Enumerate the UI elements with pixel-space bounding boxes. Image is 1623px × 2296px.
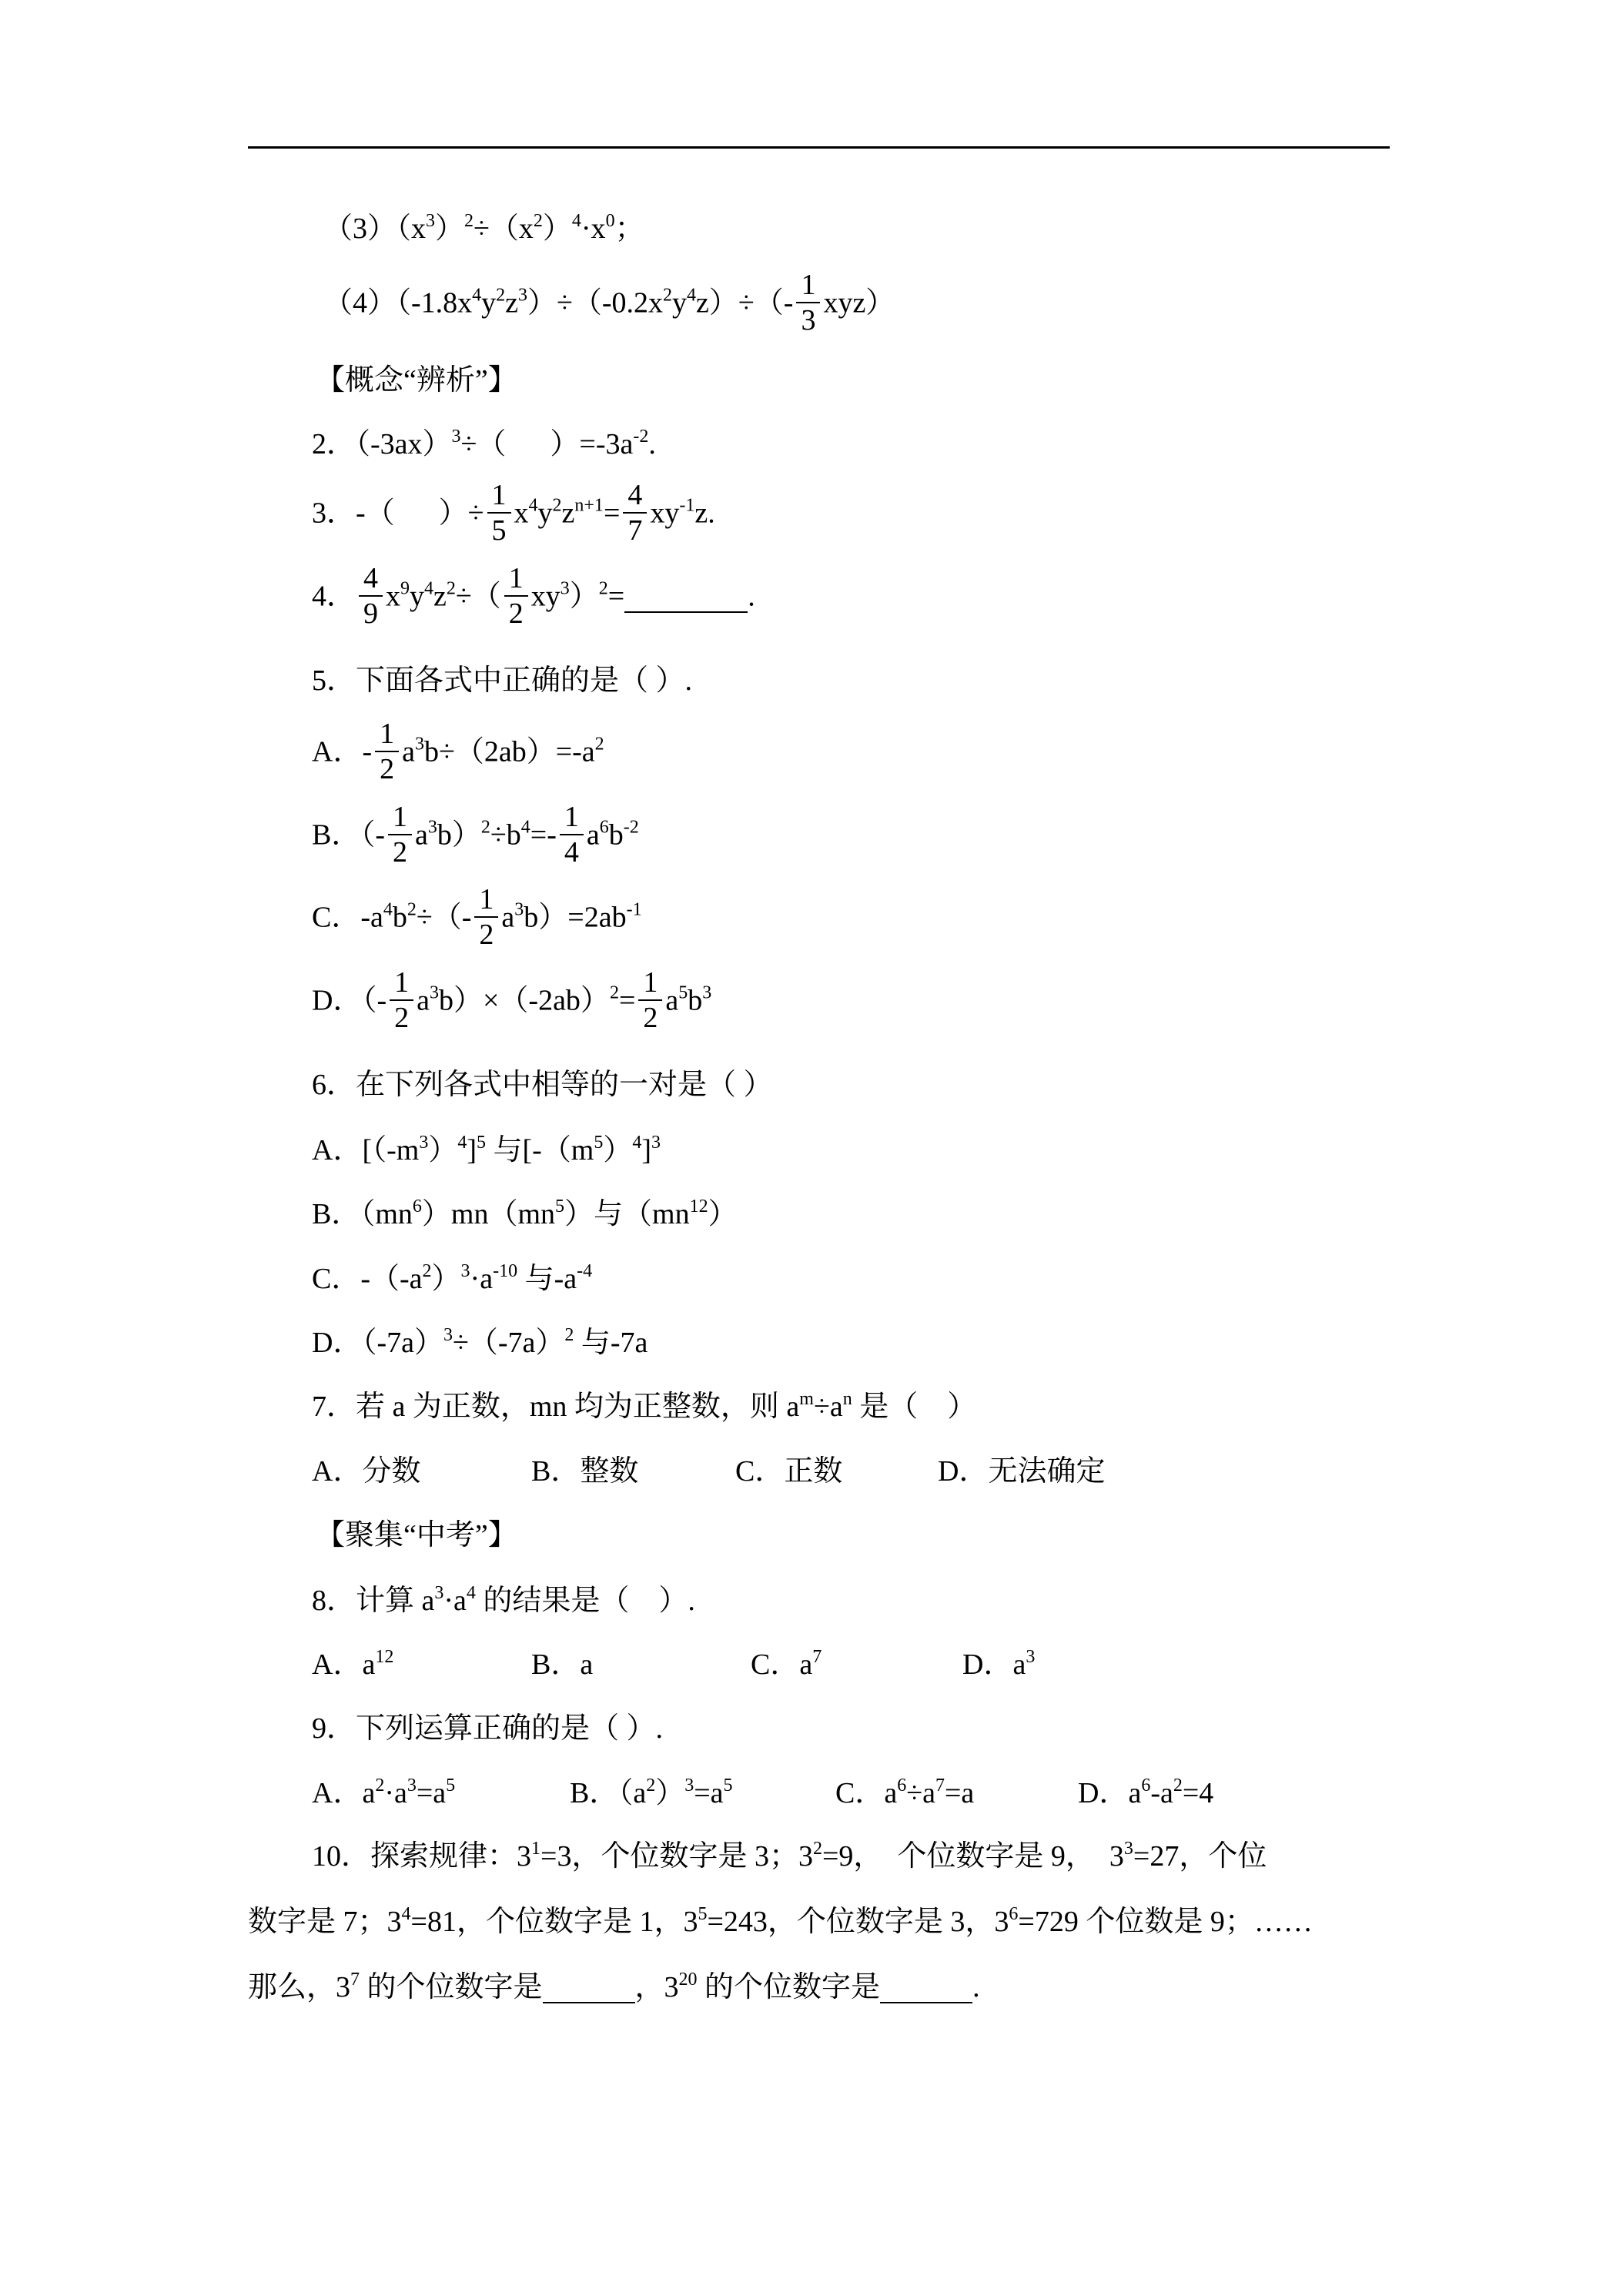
fraction: $\frac{1}{2}$ [375, 717, 399, 786]
section-title-concept: 【概念“辨析”】 [316, 364, 517, 397]
question-7-option-a[interactable]: A．分数 [312, 1455, 421, 1488]
fraction: $\frac{1}{4}$ [560, 800, 584, 869]
question-5-option-b: B．（- $\frac{1}{2}$ $a^3b)^2\div b^4=-$ $\frac{1}{4}$ $a^6b^{-2}$ [312, 801, 639, 869]
question-9-option-a[interactable]: A．$a^2\cdot a^3=a^5$ [312, 1776, 456, 1809]
question-10-line-2: 数字是 7；$3^4=81$，个位数字是 1，$3^5=243$，个位数字是 3，$3^6=729$ 个位数是 9；…… [248, 1904, 1313, 1938]
question-5-option-d: D．（- $\frac{1}{2}$ $a^3b)\times(-2ab)^2=$ $\frac{1}{2}$ $a^5b^3$ [312, 966, 712, 1034]
question-8-option-c[interactable]: C．$a^7$ [751, 1647, 822, 1681]
answer-blank-3-pow-20[interactable] [880, 1973, 972, 2003]
question-7-option-c[interactable]: C．正数 [735, 1455, 843, 1488]
question-6-option-c: C．$-(-a^2)^3\cdot a^{-10}$ 与$-a^{-4}$ [312, 1261, 593, 1295]
question-9-stem: 9．下列运算正确的是（ ）. [312, 1712, 664, 1745]
question-3: 3．-（ ）÷ $\frac{1}{5}$ $x^4y^2z^{n+1}=$ $\frac{4}{7}$ $xy^{-1}z$. [312, 479, 715, 547]
fraction: $\frac{1}{3}$ [796, 268, 820, 337]
problem-4: $(4)(-1.8x^4y^2z^3)\div(-0.2x^2y^4z)\div(-$ $\frac{1}{3}$ xyz） [323, 269, 895, 336]
fraction: $\frac{1}{2}$ [390, 966, 413, 1035]
question-9-option-b[interactable]: B．$(a^2)^3=a^5$ [570, 1776, 733, 1809]
question-5-option-c: C．$-a^4b^2\div(-$ $\frac{1}{2}$ $a^3b)=2ab^{-1}$ [312, 883, 642, 951]
question-8-option-a[interactable]: A．$a^{12}$ [312, 1647, 394, 1681]
question-7-option-b[interactable]: B．整数 [531, 1455, 639, 1488]
header-rule [248, 146, 1390, 149]
fraction: $\frac{1}{2}$ [504, 561, 528, 631]
question-6-option-d: D．$(-7a)^3\div(-7a)^2$ 与-7a [312, 1325, 648, 1359]
question-2: 2．$(-3ax)^3\div$（ ）$=-3a^{-2}$. [312, 427, 656, 460]
question-7-option-d[interactable]: D．无法确定 [938, 1455, 1106, 1488]
question-8-option-d[interactable]: D．$a^3$ [962, 1647, 1036, 1681]
question-8-stem: 8．计算 $a^3\cdot a^4$ 的结果是（ ）. [312, 1583, 695, 1617]
fraction: $\frac{1}{2}$ [638, 966, 662, 1035]
fraction: $\frac{1}{2}$ [388, 800, 412, 869]
question-5-stem: 5．下面各式中正确的是（ ）. [312, 664, 693, 697]
problem-3: $(3)(x^3)^2\div(x^2)^4\cdot x^0$； [323, 211, 644, 245]
fraction: $\frac{4}{7}$ [623, 478, 647, 547]
question-6-option-b: B．$(mn^6)mn(mn^5)$与$(mn^{12})$ [312, 1197, 738, 1230]
question-6-stem: 6．在下列各式中相等的一对是（ ） [312, 1069, 773, 1101]
question-5-option-a: A．- $\frac{1}{2}$ $a^3b\div(2ab)=-a^2$ [312, 718, 604, 785]
fraction: $\frac{1}{5}$ [487, 478, 511, 547]
question-4: 4． $\frac{4}{9}$ $x^9y^4z^2\div$（ $\frac{1}{2}$ $xy^3)^2=$ . [312, 562, 755, 630]
question-9-option-c[interactable]: C．$a^6\div a^7=a$ [835, 1776, 975, 1809]
question-7-stem: 7．若 a 为正数，mn 均为正整数，则 $a^m\div a^n$ 是（ ） [312, 1389, 977, 1423]
fraction: $\frac{4}{9}$ [359, 561, 383, 631]
question-10-line-1: 10．探索规律：$3^1=3$，个位数字是 3；$3^2=9$， 个位数字是 9， $3^3=27$，个位 [312, 1839, 1267, 1873]
question-10-line-3: 那么，$3^7$ 的个位数字是 ，$3^{20}$ 的个位数字是 . [248, 1970, 980, 2003]
answer-blank-3-pow-7[interactable] [543, 1973, 635, 2003]
question-6-option-a: A．$[(-m^3)^4]^5$ 与$[-(m^5)^4]^3$ [312, 1133, 661, 1166]
section-title-exam: 【聚集“中考”】 [316, 1519, 517, 1551]
fraction: $\frac{1}{2}$ [474, 882, 498, 952]
answer-blank[interactable] [624, 582, 748, 613]
question-8-option-b[interactable]: B．a [531, 1648, 594, 1681]
question-9-option-d[interactable]: D．$a^6-a^2=4$ [1078, 1776, 1214, 1809]
